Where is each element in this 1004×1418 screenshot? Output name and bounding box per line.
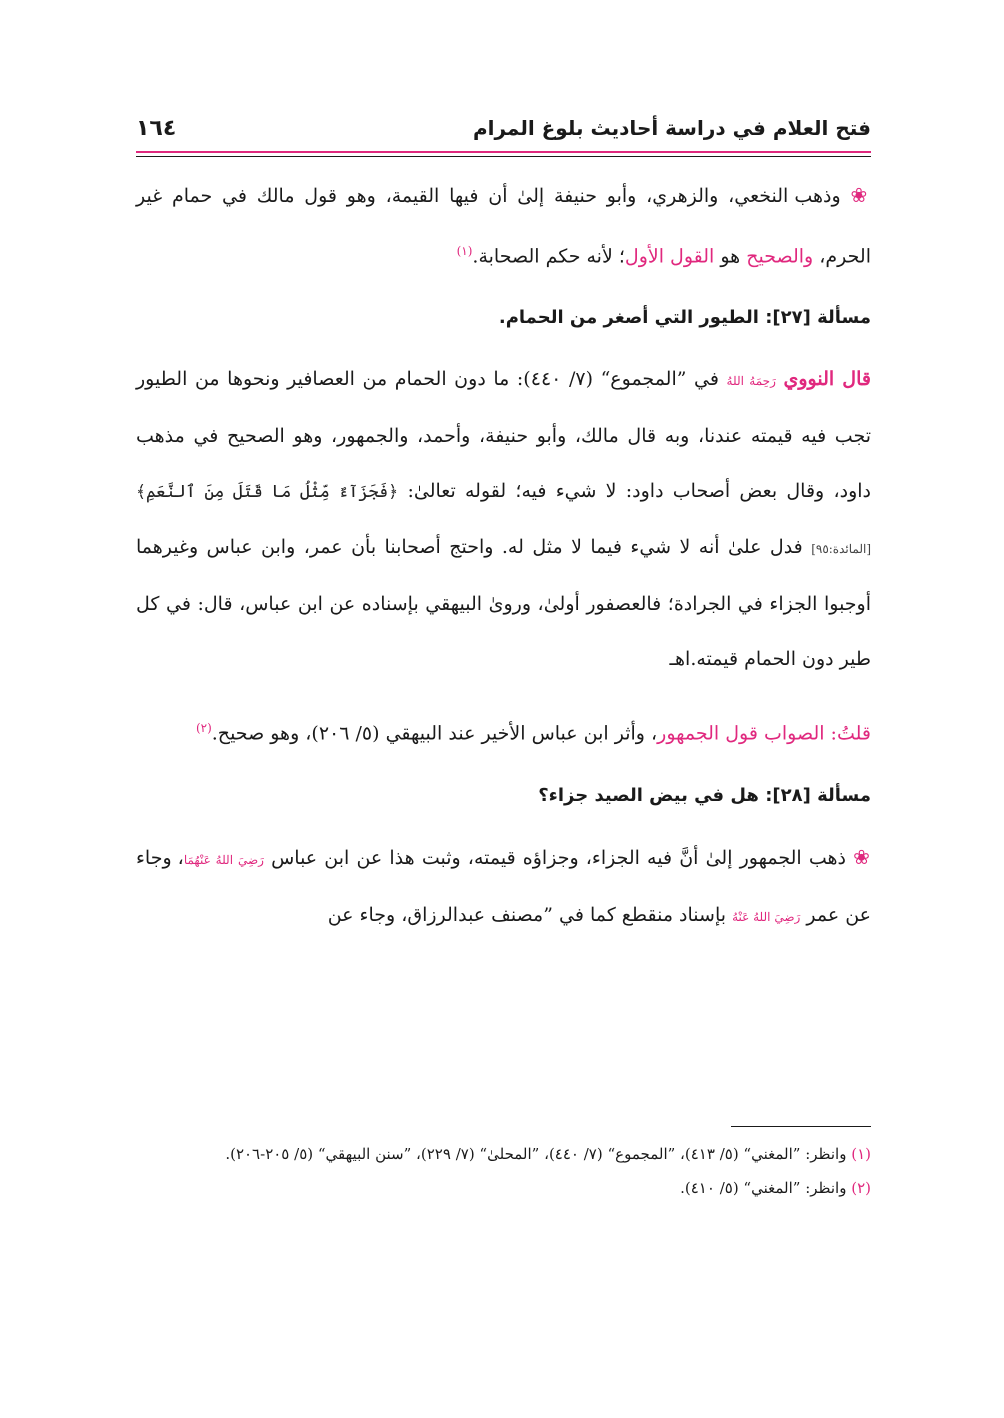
nawawi-paragraph	[136, 352, 871, 687]
eggs-text-3: بإسناد منقطع كما في ”مصنف عبدالرزاق، وجاء عن	[327, 903, 733, 926]
nawawi-speaker: قال النووي	[783, 368, 871, 391]
question-27-label: مسألة [٢٧]:	[765, 307, 871, 329]
qult-highlight: الصواب قول الجمهور	[657, 722, 825, 745]
eggs-paragraph	[136, 830, 871, 945]
footnote-2-text: وانظر: ”المغني“ (٥/ ٤١٠).	[680, 1179, 847, 1197]
page-number: ١٦٤	[136, 116, 177, 141]
quran-verse: ﴿فَجَزَآءٌ مِّثْلُ مَا قَتَلَ مِنَ ٱلنَّعَمِ﴾	[136, 482, 399, 503]
flower-ornament-icon: ❀	[853, 844, 872, 869]
eggs-text-1: ذهب الجمهور إلىٰ أنَّ فيه الجزاء، وجزاؤه قيمته، وثبت هذا عن ابن عباس	[263, 846, 846, 869]
footnote-2-number: (٢)	[851, 1179, 871, 1197]
question-27-heading	[136, 298, 871, 338]
nawawi-honorific: رَحِمَهُ اللهُ	[726, 374, 776, 389]
page-header	[136, 110, 871, 150]
book-title: فتح العلام في دراسة أحاديث بلوغ المرام	[472, 116, 871, 140]
intro-paragraph	[136, 168, 871, 284]
qult-label: قلتُ:	[824, 722, 871, 745]
footnote-1-text: وانظر: ”المغني“ (٥/ ٤١٣)، ”المجموع“ (٧/ ٤٤٠)، ”المحلىٰ“ (٧/ ٢٢٩)، ”سنن البيهقي“ (٥/ ٢٠٥-٢٠٦).	[225, 1145, 847, 1163]
intro-text-after: ؛ لأنه حكم الصحابة.	[472, 245, 625, 268]
quran-reference: [المائدة:٩٥]	[811, 542, 871, 557]
footnote-1	[136, 1140, 871, 1168]
intro-text-before: وذهب النخعي، والزهري، وأبو حنيفة إلىٰ أن فيها القيمة، وهو قول مالك في حمام غير الحرم،	[136, 185, 871, 268]
footnote-separator	[731, 1126, 871, 1127]
footnote-ref-2[interactable]: (٢)	[195, 721, 212, 736]
page-body	[136, 168, 871, 945]
intro-text-mid: هو	[714, 245, 747, 268]
nawawi-text-1: في ”المجموع“ (٧/ ٤٤٠): ما دون الحمام من العصافير ونحوها من الطيور تجب فيه قيمته عندنا، وبه قال مالك، وأبو حنيفة، وأحمد، والجمهور، وهو الصحيح في مذهب داود، وقال بعض أصحاب داود: لا شيء فيه؛ لقوله تعالىٰ:	[136, 368, 871, 503]
eggs-honorific-2: رَضِيَ اللهُ عَنْهُ	[732, 909, 801, 924]
question-28-title: هل في بيض الصيد جزاء؟	[538, 784, 759, 806]
footnote-2	[136, 1174, 871, 1202]
flower-ornament-icon: ❀	[850, 183, 871, 207]
question-28-label: مسألة [٢٨]:	[765, 784, 871, 806]
page	[136, 110, 872, 1197]
qult-paragraph	[136, 701, 871, 761]
header-rule-black	[136, 156, 871, 157]
question-28-heading	[136, 776, 871, 816]
question-27-title: الطيور التي أصغر من الحمام.	[498, 307, 759, 329]
footnote-1-number: (١)	[851, 1145, 871, 1163]
footnote-ref-1[interactable]: (١)	[456, 244, 473, 258]
eggs-text-2: ، وجاء عن عمر	[136, 846, 871, 926]
header-rule-pink	[136, 151, 871, 153]
qult-text: ، وأثر ابن عباس الأخير عند البيهقي (٥/ ٢٠٦)، وهو صحيح.	[211, 722, 658, 745]
intro-highlight-first-opinion: القول الأول	[624, 245, 715, 268]
intro-highlight-correct: والصحيح	[746, 245, 814, 268]
nawawi-text-2: فدل علىٰ أنه لا شيء فيما لا مثل له. واحتج أصحابنا بأن عمر، وابن عباس وغيرهما أوجبوا الجزاء في الجرادة؛ فالعصفور أولىٰ، وروىٰ البيهقي بإسناده عن ابن عباس، قال: في كل طير دون الحمام قيمته.اهـ	[136, 536, 871, 671]
footnotes	[136, 1140, 871, 1208]
eggs-honorific-1: رَضِيَ اللهُ عَنْهُمَا	[183, 852, 264, 867]
